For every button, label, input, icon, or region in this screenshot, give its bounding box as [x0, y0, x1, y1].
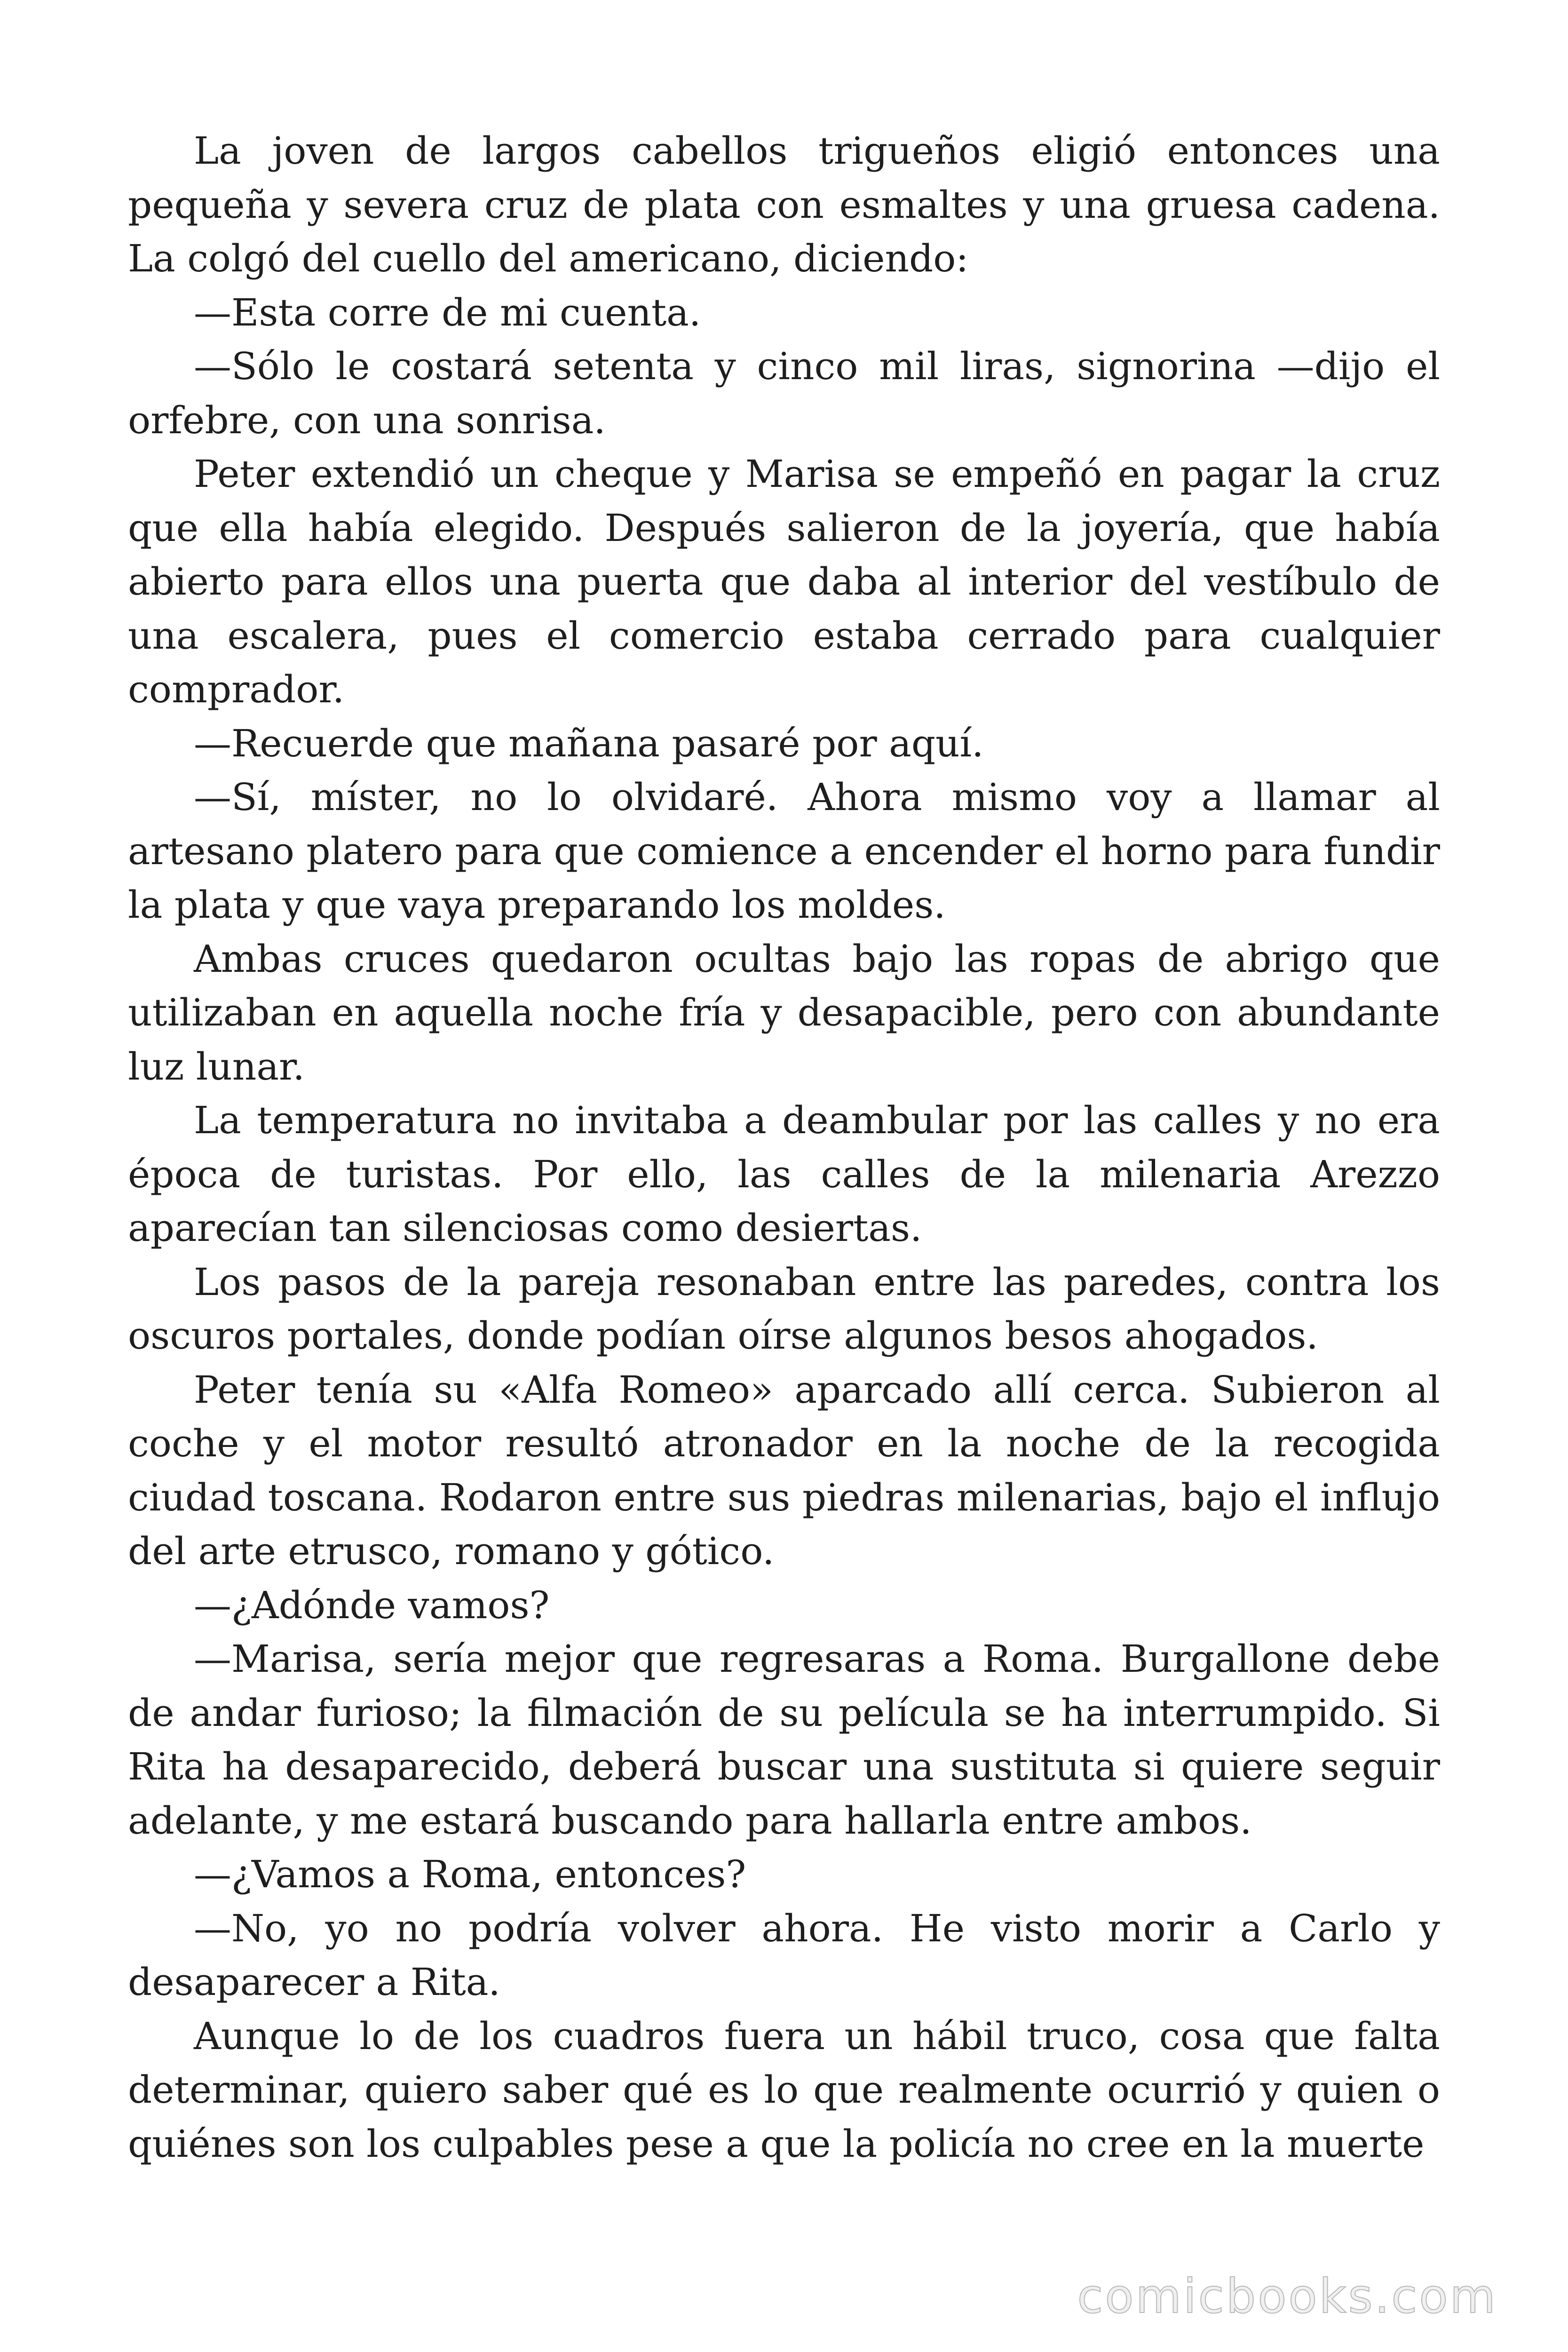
paragraph-11: —¿Adónde vamos? [194, 1583, 550, 1627]
paragraph-1: La joven de largos cabellos trigueños eligió entonces una pequeña y severa cruz de plata con esmaltes y una gruesa cadena. La colgó del cuello del americano, diciendo: [128, 129, 1440, 280]
paragraph-10: Peter tenía su «Alfa Romeo» aparcado allí cerca. Subieron al coche y el motor resultó atronador en la noche de la recogida ciudad toscana. Rodaron entre sus piedras milenarias, bajo el influjo del arte etrusco, romano y gótico. [128, 1367, 1440, 1573]
book-page-text [128, 124, 1440, 2171]
paragraph-7: Ambas cruces quedaron ocultas bajo las ropas de abrigo que utilizaban en aquella noche fría y desapacible, pero con abundante luz lunar. [128, 937, 1440, 1089]
paragraph-8: La temperatura no invitaba a deambular por las calles y no era época de turistas. Por ello, las calles de la milenaria Arezzo aparecían tan silenciosas como desiertas. [128, 1098, 1440, 1250]
paragraph-4: Peter extendió un cheque y Marisa se empeñó en pagar la cruz que ella había elegido. Después salieron de la joyería, que había abierto para ellos una puerta que daba al interior del vestíbulo de una escalera, pues el comercio estaba cerrado para cualquier comprador. [128, 452, 1440, 711]
paragraph-3: —Sólo le costará setenta y cinco mil liras, signorina —dijo el orfebre, con una sonrisa. [128, 344, 1440, 442]
paragraph-14: —No, yo no podría volver ahora. He visto morir a Carlo y desaparecer a Rita. [128, 1906, 1440, 2004]
paragraph-13: —¿Vamos a Roma, entonces? [194, 1852, 746, 1896]
paragraph-6: —Sí, míster, no lo olvidaré. Ahora mismo voy a llamar al artesano platero para que comience a encender el horno para fundir la plata y que vaya preparando los moldes. [128, 775, 1440, 927]
paragraph-2: —Esta corre de mi cuenta. [194, 290, 701, 334]
paragraph-9: Los pasos de la pareja resonaban entre las paredes, contra los oscuros portales, donde podían oírse algunos besos ahogados. [128, 1260, 1440, 1358]
paragraph-12: —Marisa, sería mejor que regresaras a Roma. Burgallone debe de andar furioso; la filmación de su película se ha interrumpido. Si Rita ha desaparecido, deberá buscar una sustituta si quiere seguir adelante, y me estará buscando para hallarla entre ambos. [128, 1637, 1440, 1843]
watermark: comicbooks.com [1077, 2269, 1497, 2324]
paragraph-15: Aunque lo de los cuadros fuera un hábil truco, cosa que falta determinar, quiero saber qué es lo que realmente ocurrió y quien o quiénes son los culpables pese a que la policía no cree en la muerte [128, 2014, 1440, 2166]
paragraph-5: —Recuerde que mañana pasaré por aquí. [194, 721, 984, 765]
